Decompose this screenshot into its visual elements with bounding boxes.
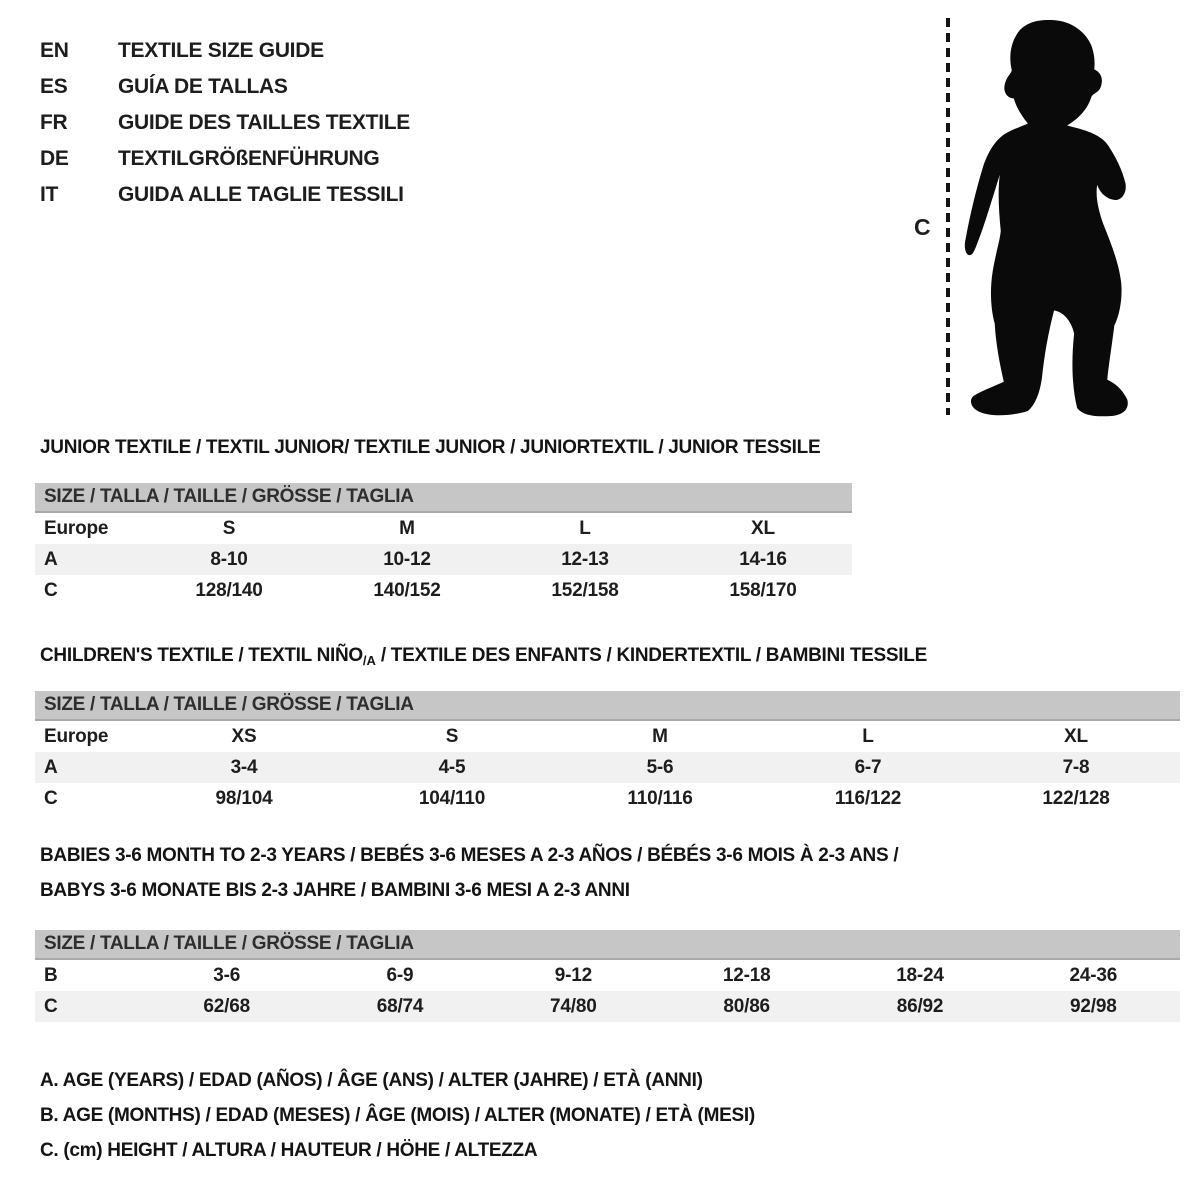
- cell: L: [862, 725, 874, 747]
- table-row-height: [35, 783, 1180, 814]
- row-label: A: [44, 756, 58, 778]
- title-subscript: /A: [362, 653, 376, 668]
- cell: 8-10: [210, 548, 248, 570]
- row-label: C: [44, 579, 58, 601]
- row-label: C: [44, 787, 58, 809]
- cell: M: [399, 517, 415, 539]
- table-row-age: [35, 544, 852, 575]
- cell: 158/170: [729, 579, 797, 601]
- cell: 5-6: [646, 756, 674, 778]
- lang-code: FR: [40, 111, 68, 134]
- lang-code: ES: [40, 75, 68, 98]
- row-label: Europe: [44, 517, 109, 539]
- lang-title: GUIDE DES TAILLES TEXTILE: [118, 111, 410, 134]
- lang-row-it: [40, 177, 410, 213]
- lang-row-es: [40, 69, 410, 105]
- size-header-bar: SIZE / TALLA / TAILLE / GRÖSSE / TAGLIA: [35, 691, 1180, 721]
- lang-row-de: [40, 141, 410, 177]
- cell: 98/104: [215, 787, 273, 809]
- cell: 140/152: [373, 579, 441, 601]
- lang-row-fr: [40, 105, 410, 141]
- lang-title: TEXTILGRÖßENFÜHRUNG: [118, 147, 380, 170]
- cell: 12-13: [561, 548, 609, 570]
- cell: 68/74: [376, 995, 424, 1017]
- cell: 3-4: [230, 756, 258, 778]
- cell: 74/80: [550, 995, 597, 1017]
- junior-size-table: [35, 483, 852, 606]
- cell: 62/68: [203, 995, 250, 1017]
- cell: XL: [751, 517, 775, 539]
- lang-title: GUIDA ALLE TAGLIE TESSILI: [118, 183, 404, 206]
- cell: S: [445, 725, 459, 747]
- cell: 3-6: [213, 964, 241, 986]
- table-row-height: [35, 575, 852, 606]
- section-title-junior: JUNIOR TEXTILE / TEXTIL JUNIOR/ TEXTILE JUNIOR / JUNIORTEXTIL / JUNIOR TESSILE: [40, 437, 821, 458]
- cell: 152/158: [551, 579, 619, 601]
- cell: 116/122: [834, 787, 902, 809]
- lang-title: TEXTILE SIZE GUIDE: [118, 39, 324, 62]
- cell: 122/128: [1042, 787, 1110, 809]
- lang-code: EN: [40, 39, 69, 62]
- babies-size-table: [35, 930, 1180, 1022]
- legend-line-c: C. (cm) HEIGHT / ALTURA / HAUTEUR / HÖHE / ALTEZZA: [40, 1140, 538, 1161]
- row-label: B: [44, 964, 58, 986]
- section-title-children: [40, 645, 927, 668]
- row-label: Europe: [44, 725, 109, 747]
- language-title-block: [40, 33, 410, 213]
- cell: 18-24: [896, 964, 944, 986]
- row-label: A: [44, 548, 58, 570]
- lang-title: GUÍA DE TALLAS: [118, 75, 288, 98]
- lang-code: DE: [40, 147, 69, 170]
- cell: 110/116: [627, 787, 693, 809]
- cell: 14-16: [739, 548, 787, 570]
- legend-line-b: B. AGE (MONTHS) / EDAD (MESES) / ÂGE (MOIS) / ALTER (MONATE) / ETÀ (MESI): [40, 1105, 755, 1126]
- table-row-europe: [35, 513, 852, 544]
- cell: 86/92: [896, 995, 944, 1017]
- cell: 80/86: [723, 995, 770, 1017]
- section-title-babies-line1: BABIES 3-6 MONTH TO 2-3 YEARS / BEBÉS 3-6 MESES A 2-3 AÑOS / BÉBÉS 3-6 MOIS À 2-3 ANS /: [40, 845, 899, 866]
- cell: S: [222, 517, 236, 539]
- section-title-babies-line2: BABYS 3-6 MONATE BIS 2-3 JAHRE / BAMBINI 3-6 MESI A 2-3 ANNI: [40, 880, 630, 901]
- cell: 12-18: [722, 964, 771, 986]
- cell: 24-36: [1069, 964, 1118, 986]
- table-row-age: [35, 752, 1180, 783]
- cell: 9-12: [554, 964, 592, 986]
- cell: XL: [1064, 725, 1088, 747]
- cell: L: [579, 517, 591, 539]
- table-row-height: [35, 991, 1180, 1022]
- cell: 7-8: [1062, 756, 1090, 778]
- toddler-silhouette-icon: [963, 18, 1135, 420]
- row-label: C: [44, 995, 58, 1017]
- cell: 10-12: [383, 548, 431, 570]
- lang-code: IT: [40, 183, 59, 206]
- title-prefix: CHILDREN'S TEXTILE / TEXTIL NIÑO: [40, 645, 363, 666]
- size-header-bar: SIZE / TALLA / TAILLE / GRÖSSE / TAGLIA: [35, 930, 1180, 960]
- cell: XS: [231, 725, 257, 747]
- cell: 92/98: [1070, 995, 1117, 1017]
- cell: 6-9: [386, 964, 414, 986]
- table-row-months: [35, 960, 1180, 991]
- children-size-table: [35, 691, 1180, 814]
- legend-line-a: A. AGE (YEARS) / EDAD (AÑOS) / ÂGE (ANS) / ALTER (JAHRE) / ETÀ (ANNI): [40, 1070, 703, 1091]
- cell: 128/140: [195, 579, 263, 601]
- cell: 6-7: [854, 756, 882, 778]
- cell: 104/110: [418, 787, 486, 809]
- size-header-bar: SIZE / TALLA / TAILLE / GRÖSSE / TAGLIA: [35, 483, 852, 513]
- table-row-europe: [35, 721, 1180, 752]
- lang-row-en: [40, 33, 410, 69]
- cell: 4-5: [438, 756, 466, 778]
- cell: M: [652, 725, 668, 747]
- height-measure-dashed-line: [946, 18, 950, 415]
- height-measure-label: C: [914, 214, 931, 240]
- legend-block: [40, 1068, 755, 1173]
- title-suffix: / TEXTILE DES ENFANTS / KINDERTEXTIL / BAMBINI TESSILE: [375, 645, 927, 666]
